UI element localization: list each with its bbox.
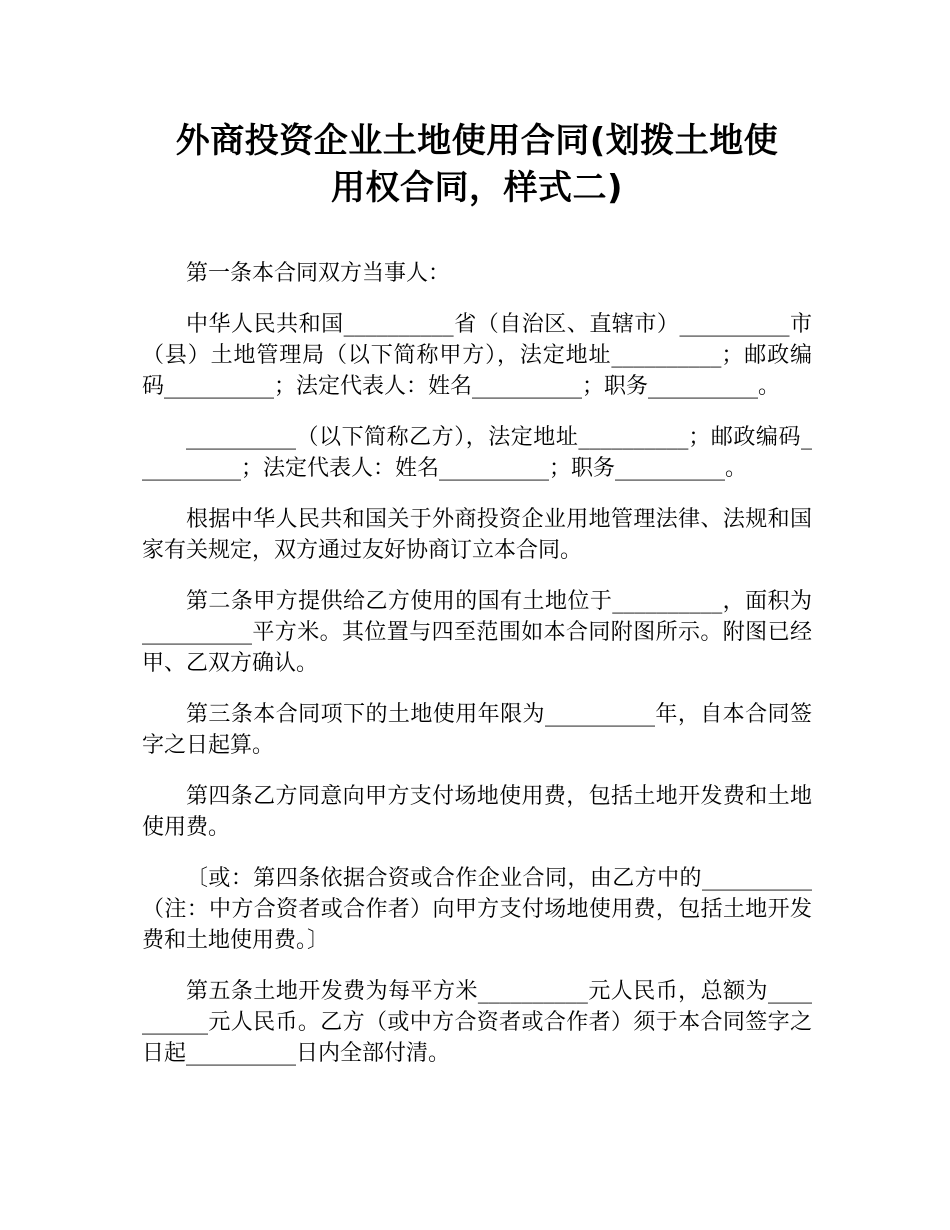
article-2-clause: 第二条甲方提供给乙方使用的国有土地位于__________，面积为__________平方米。其位置与四至范围如本合同附图所示。附图已经甲、乙双方确认。 xyxy=(142,589,812,676)
legal-basis-clause: 根据中华人民共和国关于外商投资企业用地管理法律、法规和国家有关规定，双方通过友好协商订立本合同。 xyxy=(142,507,812,563)
document-title xyxy=(142,118,812,212)
title-line-2: 用权合同，样式二) xyxy=(330,168,624,208)
article-1-heading: 第一条本合同双方当事人： xyxy=(186,261,451,286)
article-3-clause: 第三条本合同项下的土地使用年限为__________年，自本合同签字之日起算。 xyxy=(142,702,812,758)
document-page xyxy=(142,118,812,1089)
article-5-clause: 第五条土地开发费为每平方米__________元人民币，总额为__________元人民币。乙方（或中方合资者或合作者）须于本合同签字之日起__________日内全部付清。 xyxy=(142,979,812,1066)
article-4-alternative-clause: 〔或：第四条依据合资或合作企业合同，由乙方中的__________（注：中方合资者或合作者）向甲方支付场地使用费，包括土地开发费和土地使用费。〕 xyxy=(142,866,812,953)
title-line-1: 外商投资企业土地使用合同(划拨土地使 xyxy=(175,121,779,161)
party-b-clause: __________（以下简称乙方），法定地址__________；邮政编码__________；法定代表人：姓名__________；职务__________。 xyxy=(142,425,812,481)
article-4-clause: 第四条乙方同意向甲方支付场地使用费，包括土地开发费和土地使用费。 xyxy=(142,784,812,840)
party-a-clause: 中华人民共和国__________省（自治区、直辖市）__________市（县）土地管理局（以下简称甲方），法定地址__________；邮政编码__________；法定代表人：姓名__________；职务__________。 xyxy=(142,312,812,399)
